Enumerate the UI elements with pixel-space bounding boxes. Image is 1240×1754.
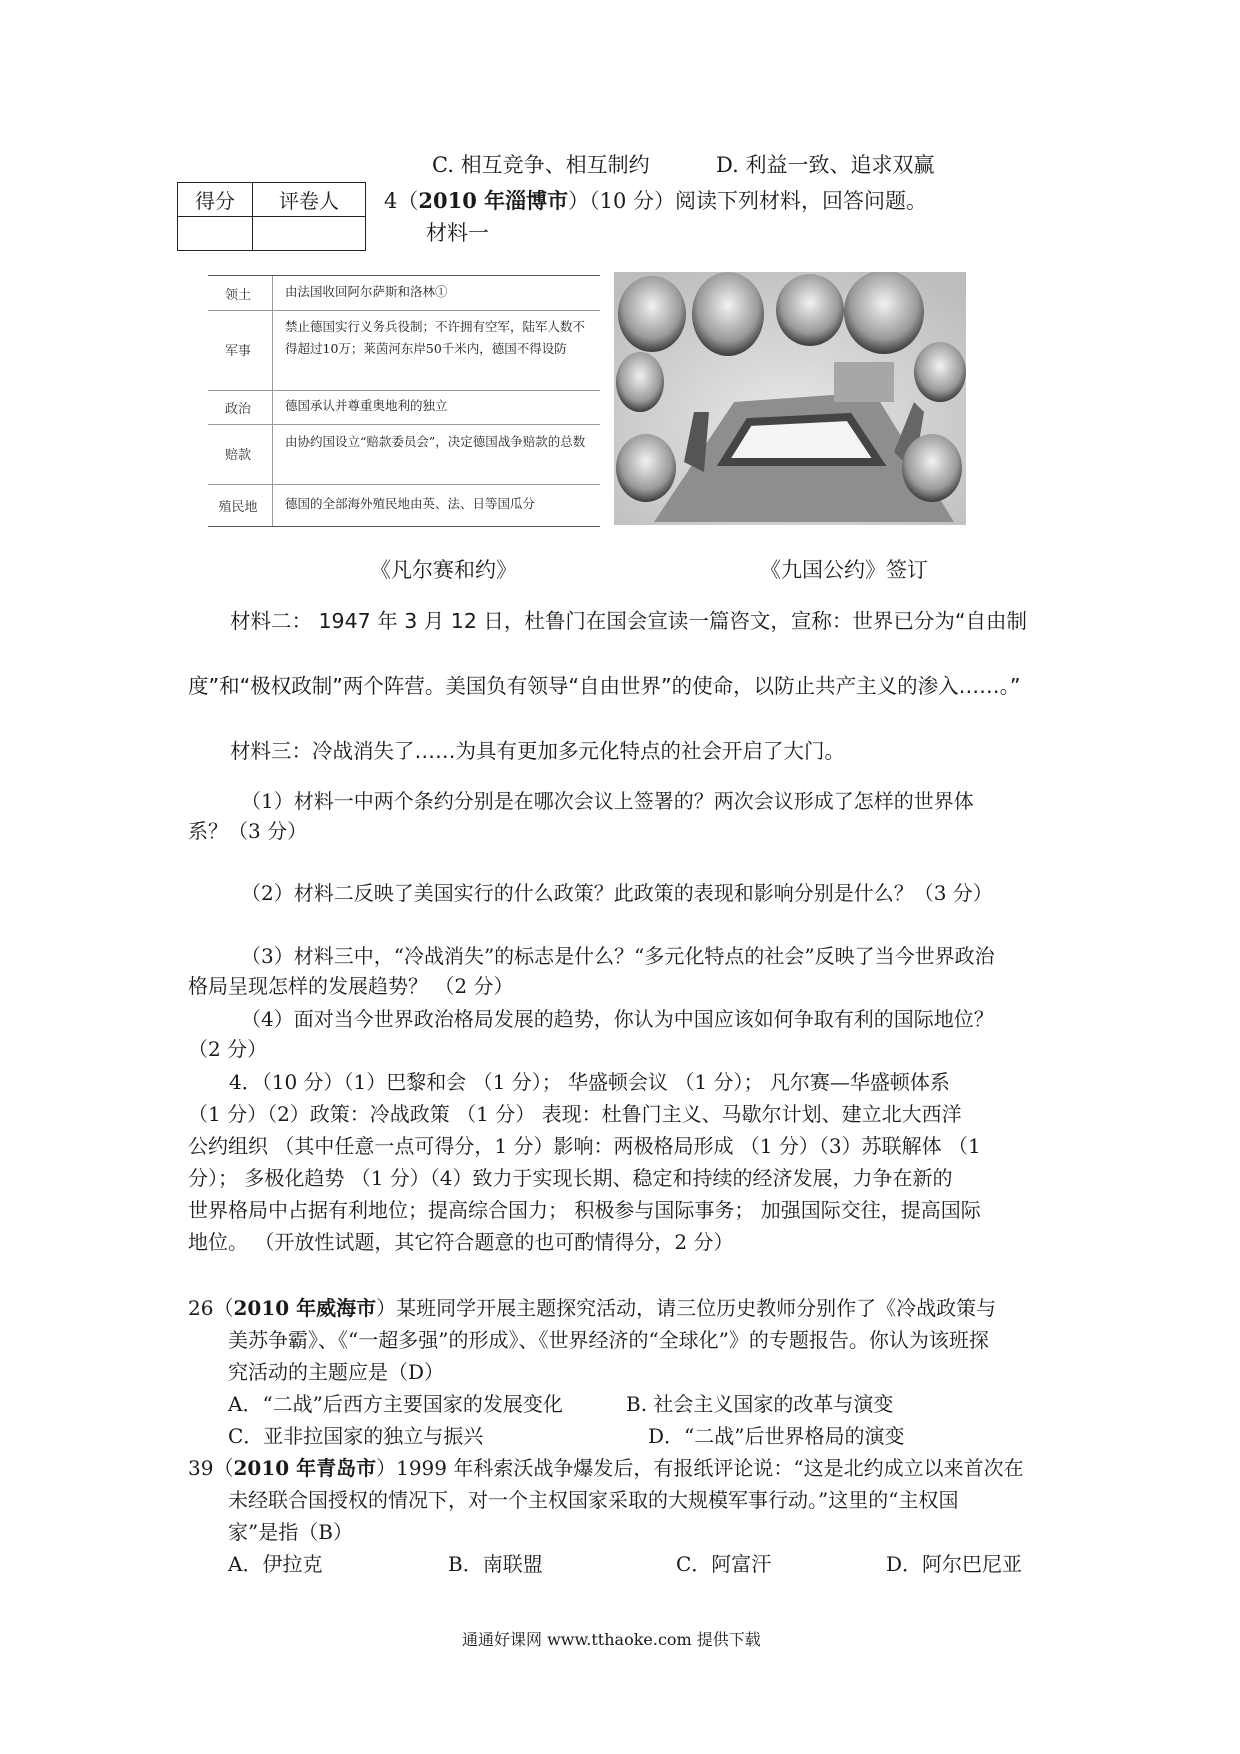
treaty-row-key: 军事 bbox=[224, 344, 251, 359]
option-c: C. 相互竞争、相互制约 bbox=[432, 153, 650, 177]
q39-source: 2010 年青岛市 bbox=[233, 1456, 377, 1480]
treaty-row-value: 由协约国设立“赔款委员会”，决定德国战争赔款的总数 bbox=[285, 434, 586, 449]
treaty-row-key: 政治 bbox=[224, 402, 251, 417]
q4-source: 2010 年淄博市 bbox=[418, 188, 569, 213]
treaty-row-value: 禁止德国实行义务兵役制；不许拥有空军，陆军人数不得超过10万；莱茵河东岸50千米内，德国不得设防 bbox=[285, 319, 586, 356]
treaty-row-value: 德国承认并尊重奥地利的独立 bbox=[285, 398, 448, 413]
treaty-row bbox=[208, 310, 600, 391]
q4-header-rest: ）（10 分）阅读下列材料，回答问题。 bbox=[568, 189, 928, 213]
reviewer-header: 评卷人 bbox=[253, 183, 366, 217]
reviewer-cell[interactable] bbox=[253, 217, 366, 251]
treaty-row bbox=[208, 390, 600, 425]
caption-nine-power: 《九国公约》签订 bbox=[760, 558, 928, 582]
q39-line3: 家”是指（B） bbox=[228, 1520, 353, 1544]
sub-question-1-line1: （1）材料一中两个条约分别是在哪次会议上签署的？两次会议形成了怎样的世界体 bbox=[241, 789, 974, 813]
q39-option-b: B．南联盟 bbox=[448, 1552, 543, 1576]
treaty-row bbox=[208, 424, 600, 485]
score-header: 得分 bbox=[178, 183, 253, 217]
caption-versailles: 《凡尔赛和约》 bbox=[370, 558, 517, 582]
answer-line: 分）； 多极化趋势 （1 分）（4）致力于实现长期、稳定和持续的经济发展，力争在新的 bbox=[188, 1166, 953, 1190]
versailles-treaty-table bbox=[208, 275, 600, 527]
q26-number: 26（ bbox=[188, 1296, 234, 1320]
material2-line1: 材料二： 1947 年 3 月 12 日，杜鲁门在国会宣读一篇咨文，宣称：世界已分为“自由制 bbox=[230, 609, 1028, 633]
q39-number: 39（ bbox=[188, 1456, 234, 1480]
q4-header bbox=[384, 186, 927, 216]
treaty-row bbox=[208, 484, 600, 526]
sub-question-3-line2: 格局呈现怎样的发展趋势？ （2 分） bbox=[188, 974, 514, 998]
treaty-row-key: 领土 bbox=[224, 288, 251, 303]
q39-line1-rest: ）1999 年科索沃战争爆发后，有报纸评论说：“这是北约成立以来首次在 bbox=[376, 1456, 1024, 1480]
material2-line2: 度”和“极权政制”两个阵营。美国负有领导“自由世界”的使命，以防止共产主义的渗入……。” bbox=[188, 674, 1021, 698]
material1-label: 材料一 bbox=[426, 221, 489, 245]
q26-option-b: B. 社会主义国家的改革与演变 bbox=[626, 1392, 894, 1416]
q4-number: 4（ bbox=[384, 189, 419, 213]
q26-line1 bbox=[188, 1293, 996, 1323]
option-d: D. 利益一致、追求双赢 bbox=[716, 153, 935, 177]
score-table bbox=[177, 182, 366, 251]
material3: 材料三：冷战消失了……为具有更加多元化特点的社会开启了大门。 bbox=[230, 739, 845, 763]
sub-question-4-line2: （2 分） bbox=[188, 1037, 268, 1061]
footer-text: 通通好课网 www.tthaoke.com 提供下载 bbox=[462, 1630, 761, 1649]
treaty-row-value: 由法国收回阿尔萨斯和洛林① bbox=[285, 284, 448, 299]
answer-line: （1 分）（2）政策：冷战政策 （1 分） 表现：杜鲁门主义、马歇尔计划、建立北大西洋 bbox=[188, 1102, 962, 1126]
treaty-row-key: 赔款 bbox=[224, 448, 251, 463]
sub-question-1-line2: 系？（3 分） bbox=[188, 819, 308, 843]
q26-line1-rest: ）某班同学开展主题探究活动，请三位历史教师分别作了《冷战政策与 bbox=[376, 1296, 997, 1320]
answer-line: 世界格局中占据有利地位；提高综合国力； 积极参与国际事务； 加强国际交往，提高国际 bbox=[188, 1198, 981, 1222]
treaty-row-value: 德国的全部海外殖民地由英、法、日等国瓜分 bbox=[285, 496, 536, 511]
answer-line: 4．（10 分）（1）巴黎和会 （1 分）； 华盛顿会议 （1 分）； 凡尔赛—华盛顿体系 bbox=[229, 1070, 950, 1094]
sub-question-4-line1: （4）面对当今世界政治格局发展的趋势，你认为中国应该如何争取有利的国际地位？ bbox=[241, 1007, 994, 1031]
q39-line1 bbox=[188, 1453, 1024, 1483]
q26-source: 2010 年威海市 bbox=[233, 1296, 377, 1320]
q39-option-d: D．阿尔巴尼亚 bbox=[886, 1552, 1023, 1576]
photo-collage-image bbox=[614, 272, 966, 525]
sub-question-2: （2）材料二反映了美国实行的什么政策？此政策的表现和影响分别是什么？（3 分） bbox=[241, 881, 993, 905]
q26-line3: 究活动的主题应是（D） bbox=[228, 1360, 445, 1384]
nine-power-treaty-photo bbox=[614, 272, 966, 525]
q26-option-a: A．“二战”后西方主要国家的发展变化 bbox=[228, 1392, 563, 1416]
treaty-row-key: 殖民地 bbox=[218, 500, 258, 515]
q39-line2: 未经联合国授权的情况下，对一个主权国家采取的大规模军事行动。”这里的“主权国 bbox=[228, 1488, 959, 1512]
q26-line2: 美苏争霸》、《“一超多强”的形成》、《世界经济的“全球化”》的专题报告。你认为该班探 bbox=[228, 1328, 989, 1352]
answer-line: 地位。 （开放性试题，其它符合题意的也可酌情得分，2 分） bbox=[188, 1230, 734, 1254]
q26-option-d: D．“二战”后世界格局的演变 bbox=[648, 1424, 905, 1448]
score-cell[interactable] bbox=[178, 217, 253, 251]
q39-option-a: A．伊拉克 bbox=[228, 1552, 323, 1576]
sub-question-3-line1: （3）材料三中，“冷战消失”的标志是什么？“多元化特点的社会”反映了当今世界政治 bbox=[241, 944, 995, 968]
q26-option-c: C．亚非拉国家的独立与振兴 bbox=[228, 1424, 484, 1448]
q39-option-c: C．阿富汗 bbox=[676, 1552, 772, 1576]
treaty-row bbox=[208, 276, 600, 311]
answer-line: 公约组织 （其中任意一点可得分，1 分）影响：两极格局形成 （1 分）（3）苏联解体 （1 bbox=[188, 1134, 981, 1158]
